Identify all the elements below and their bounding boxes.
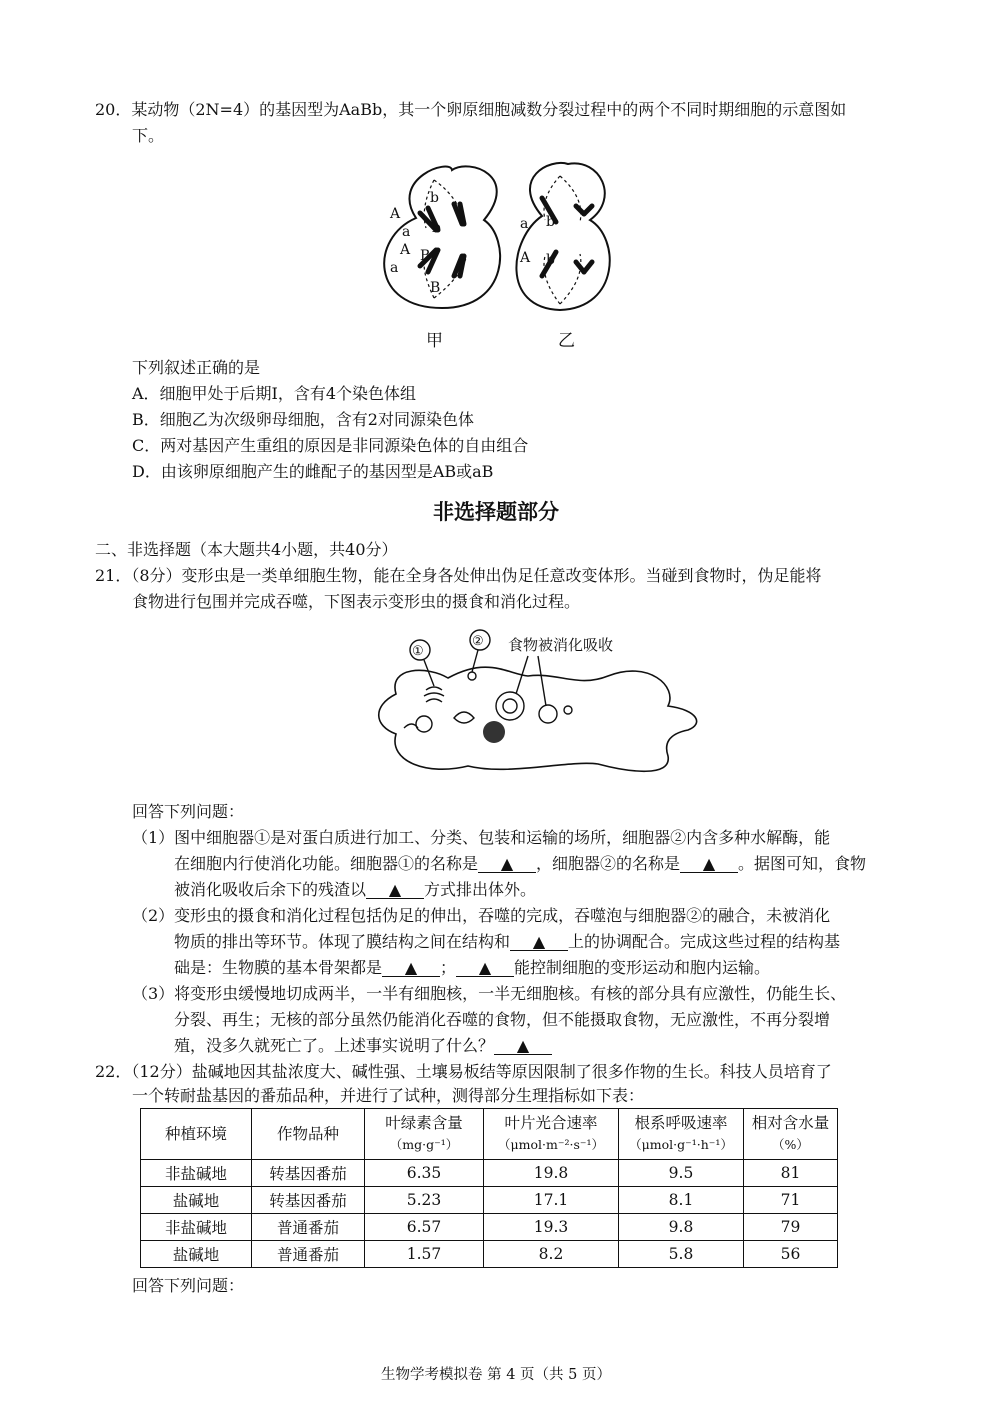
table-header-row bbox=[141, 1109, 838, 1160]
q21-p2-line3-a: 础是：生物膜的基本骨架都是 bbox=[174, 958, 383, 977]
label-digested: 食物被消化吸收 bbox=[508, 636, 614, 654]
table-cell: 9.5 bbox=[619, 1160, 744, 1187]
amoeba-figure bbox=[368, 626, 736, 796]
nucleus bbox=[483, 721, 505, 743]
q21-p3-line3-a: 殖，没多久就死亡了。上述事实说明了什么？ bbox=[174, 1036, 495, 1055]
table-cell: 71 bbox=[744, 1187, 838, 1214]
q21-p1-line2-c: 。据图可知，食物 bbox=[738, 854, 867, 873]
table-row bbox=[141, 1241, 838, 1268]
q21-stem-line1: 21．（8分）变形虫是一类单细胞生物，能在全身各处伸出伪足任意改变体形。当碰到食物时，伪足能将 bbox=[95, 566, 822, 585]
table-cell: 81 bbox=[744, 1160, 838, 1187]
q21-p2-line2 bbox=[174, 932, 840, 952]
allele-A-top: A bbox=[390, 206, 401, 222]
allele-a-yi: a bbox=[520, 216, 529, 232]
q20-option-a: A．细胞甲处于后期I，含有4个染色体组 bbox=[132, 384, 417, 403]
table-cell: 8.2 bbox=[484, 1241, 619, 1268]
q20-option-c: C．两对基因产生重组的原因是非同源染色体的自由组合 bbox=[132, 436, 529, 455]
table-cell: 5.23 bbox=[365, 1187, 484, 1214]
q22-answer-prompt: 回答下列问题： bbox=[132, 1276, 245, 1295]
q21-p3-line2: 分裂、再生；无核的部分虽然仍能消化吞噬的食物，但不能摄取食物，无应激性，不再分裂增 bbox=[174, 1010, 831, 1029]
q21-p1-line2-a: 在细胞内行使消化功能。细胞器①的名称是 bbox=[174, 854, 479, 873]
allele-A-bottom: A bbox=[400, 242, 411, 258]
q20-stem-line1: 20．某动物（2N=4）的基因型为AaBb，其一个卵原细胞减数分裂过程中的两个不同时期细胞的示意图如 bbox=[95, 100, 847, 119]
allele-a-bottom: a bbox=[390, 260, 399, 276]
allele-b-top2: b bbox=[432, 220, 441, 236]
section-title: 非选择题部分 bbox=[433, 499, 559, 524]
table-row bbox=[141, 1214, 838, 1241]
blank-excretion-method[interactable]: ▲ bbox=[366, 881, 424, 899]
table-cell: 8.1 bbox=[619, 1187, 744, 1214]
q21-p2-line2-b: 上的协调配合。完成这些过程的结构基 bbox=[568, 932, 841, 951]
table-cell: 转基因番茄 bbox=[252, 1160, 365, 1187]
q21-stem-line2: 食物进行包围并完成吞噬，下图表示变形虫的摄食和消化过程。 bbox=[132, 592, 581, 611]
cell-label-jia: 甲 bbox=[426, 331, 443, 351]
allele-b-yi1: b bbox=[546, 214, 555, 230]
golgi-shape bbox=[424, 687, 444, 702]
header-environment: 种植环境 bbox=[141, 1109, 252, 1160]
table-cell: 转基因番茄 bbox=[252, 1187, 365, 1214]
table-cell: 非盐碱地 bbox=[141, 1160, 252, 1187]
header-photosynthesis: 叶片光合速率 （μmol·m⁻²·s⁻¹） bbox=[484, 1109, 619, 1160]
q21-p1-line2 bbox=[174, 854, 866, 874]
table-cell: 6.35 bbox=[365, 1160, 484, 1187]
q21-p1-line3-a: 被消化吸收后余下的残渣以 bbox=[174, 880, 367, 899]
header-water-content: 相对含水量 （%） bbox=[744, 1109, 838, 1160]
table-cell: 1.57 bbox=[365, 1241, 484, 1268]
table-cell: 盐碱地 bbox=[141, 1241, 252, 1268]
blank-organelle1-name[interactable]: ▲ bbox=[478, 855, 536, 873]
cell-label-yi: 乙 bbox=[558, 331, 575, 351]
q21-p2-line3-b: ； bbox=[440, 958, 457, 977]
q20-option-b: B．细胞乙为次级卵母细胞，含有2对同源染色体 bbox=[132, 410, 474, 429]
header-chlorophyll: 叶绿素含量 （mg·g⁻¹） bbox=[365, 1109, 484, 1160]
q21-p2-line3 bbox=[174, 958, 770, 978]
q20-stem-line2: 下。 bbox=[132, 126, 165, 145]
q21-answer-prompt: 回答下列问题： bbox=[132, 802, 245, 821]
q21-p1-line3-b: 方式排出体外。 bbox=[424, 880, 537, 899]
table-cell: 19.8 bbox=[484, 1160, 619, 1187]
part2-header: 二、非选择题（本大题共4小题，共40分） bbox=[95, 540, 398, 559]
allele-B-bottom2: B bbox=[430, 280, 441, 296]
q21-p1-line1: （1）图中细胞器①是对蛋白质进行加工、分类、包装和运输的场所，细胞器②内含多种水解酶，能 bbox=[132, 828, 831, 847]
allele-b-yi2: b bbox=[546, 252, 555, 268]
table-cell: 19.3 bbox=[484, 1214, 619, 1241]
allele-B-bottom1: B bbox=[420, 248, 431, 264]
label-organelle2: ② bbox=[472, 634, 484, 649]
q21-p2-line3-c: 能控制细胞的变形运动和胞内运输。 bbox=[514, 958, 771, 977]
blank-organelle2-name[interactable]: ▲ bbox=[680, 855, 738, 873]
header-variety: 作物品种 bbox=[252, 1109, 365, 1160]
q20-prompt: 下列叙述正确的是 bbox=[132, 358, 261, 377]
table-cell: 56 bbox=[744, 1241, 838, 1268]
cell-yi-outline bbox=[516, 163, 609, 310]
q21-p2-line1: （2）变形虫的摄食和消化过程包括伪足的伸出，吞噬的完成，吞噬泡与细胞器②的融合，未被消化 bbox=[132, 906, 831, 925]
table-cell: 9.8 bbox=[619, 1214, 744, 1241]
q21-p3-line1: （3）将变形虫缓慢地切成两半，一半有细胞核，一半无细胞核。有核的部分具有应激性，仍能生长、 bbox=[132, 984, 847, 1003]
q21-p1-line2-b: ，细胞器②的名称是 bbox=[536, 854, 681, 873]
table-cell: 5.8 bbox=[619, 1241, 744, 1268]
table-cell: 6.57 bbox=[365, 1214, 484, 1241]
q22-stem-line1: 22．（12分）盐碱地因其盐浓度大、碱性强、土壤易板结等原因限制了很多作物的生长。科技人员培育了 bbox=[95, 1062, 832, 1081]
q20-option-d: D．由该卵原细胞产生的雌配子的基因型是AB或aB bbox=[132, 462, 494, 481]
blank-membrane-function[interactable]: ▲ bbox=[510, 933, 568, 951]
q21-p2-line2-a: 物质的排出等环节。体现了膜结构之间在结构和 bbox=[174, 932, 511, 951]
blank-nucleus-conclusion[interactable]: ▲ bbox=[494, 1037, 552, 1055]
allele-b-top1: b bbox=[430, 190, 439, 206]
table-row bbox=[141, 1187, 838, 1214]
label-organelle1: ① bbox=[412, 644, 424, 659]
table-cell: 非盐碱地 bbox=[141, 1214, 252, 1241]
header-root-respiration: 根系呼吸速率 （μmol·g⁻¹·h⁻¹） bbox=[619, 1109, 744, 1160]
physiology-table bbox=[140, 1108, 838, 1268]
blank-membrane-skeleton[interactable]: ▲ bbox=[382, 959, 440, 977]
meiosis-cells-figure bbox=[370, 158, 640, 354]
table-cell: 普通番茄 bbox=[252, 1241, 365, 1268]
amoeba-outline bbox=[379, 667, 697, 771]
page-footer: 生物学考模拟卷 第 4 页（共 5 页） bbox=[381, 1367, 611, 1383]
blank-cytoskeleton[interactable]: ▲ bbox=[456, 959, 514, 977]
table-cell: 17.1 bbox=[484, 1187, 619, 1214]
table-cell: 盐碱地 bbox=[141, 1187, 252, 1214]
allele-A-yi: A bbox=[520, 250, 531, 266]
q21-p1-line3 bbox=[174, 880, 536, 900]
allele-a-top: a bbox=[402, 224, 411, 240]
table-cell: 79 bbox=[744, 1214, 838, 1241]
table-cell: 普通番茄 bbox=[252, 1214, 365, 1241]
table-row bbox=[141, 1160, 838, 1187]
q21-p3-line3 bbox=[174, 1036, 552, 1056]
q22-stem-line2: 一个转耐盐基因的番茄品种，并进行了试种，测得部分生理指标如下表： bbox=[132, 1086, 645, 1105]
